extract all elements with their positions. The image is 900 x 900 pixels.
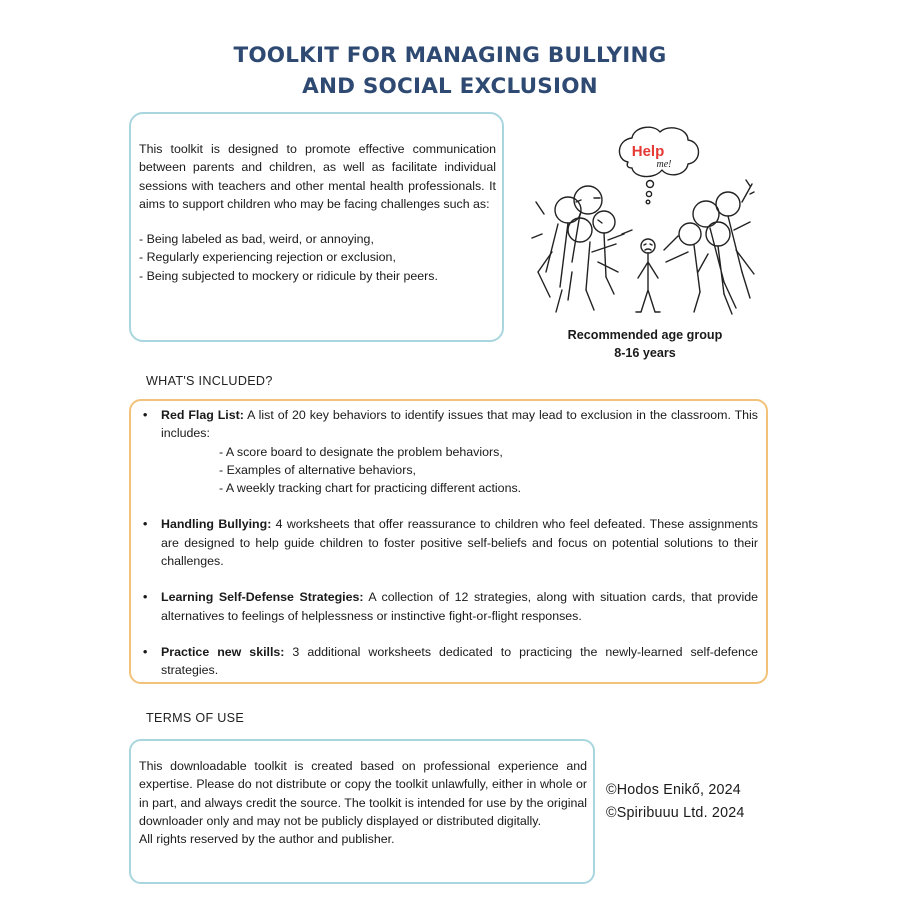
bullet-icon: • bbox=[143, 644, 148, 659]
list-item: - Being subjected to mockery or ridicule by their peers. bbox=[139, 268, 438, 283]
sub-list bbox=[161, 443, 758, 498]
terms-heading: TERMS OF USE bbox=[146, 711, 245, 725]
me-text: me! bbox=[656, 159, 672, 170]
included-heading: WHAT'S INCLUDED? bbox=[146, 374, 273, 388]
list-item bbox=[143, 406, 758, 497]
list-item: - Regularly experiencing rejection or exclusion, bbox=[139, 250, 396, 265]
title-line-1: TOOLKIT FOR MANAGING BULLYING bbox=[233, 43, 667, 69]
item-title: Red Flag List: bbox=[161, 408, 244, 422]
sub-item: - A score board to designate the problem behaviors, bbox=[219, 444, 503, 459]
sub-item: - A weekly tracking chart for practicing different actions. bbox=[219, 481, 522, 496]
challenge-list bbox=[139, 230, 496, 285]
item-title: Handling Bullying: bbox=[161, 517, 272, 532]
intro-text: This toolkit is designed to promote effective communication between parents and children, as well as facilitate individual sessions with teachers and other mental health professionals. It aims to support children who may be facing challenges such as: bbox=[139, 142, 496, 211]
bullet-icon: • bbox=[143, 517, 148, 532]
list-item bbox=[143, 643, 758, 680]
bullying-illustration bbox=[528, 122, 768, 322]
bullet-icon: • bbox=[143, 408, 148, 422]
item-text: 3 additional worksheets dedicated to practicing the newly-learned self-defence strategies. bbox=[161, 644, 758, 678]
age-group-label: Recommended age group bbox=[567, 328, 723, 342]
title-line-2: AND SOCIAL EXCLUSION bbox=[302, 74, 598, 100]
help-text: Help bbox=[631, 143, 665, 160]
list-item bbox=[143, 588, 758, 625]
item-text: 4 worksheets that offer reassurance to children who feel defeated. These assignments are designed to help guide children to foster positive self-beliefs and focus on potential solutions to their challenges. bbox=[161, 517, 758, 569]
copyright-author: ©Hodos Enikő, 2024 bbox=[606, 782, 741, 798]
item-title: Learning Self-Defense Strategies: bbox=[161, 590, 364, 605]
intro-box bbox=[129, 112, 504, 342]
item-text: A collection of 12 strategies, along with situation cards, that provide alternatives to feelings of helplessness or instinctive fight-or-flight responses. bbox=[161, 590, 758, 623]
page-title bbox=[0, 40, 900, 102]
item-text: A list of 20 key behaviors to identify issues that may lead to exclusion in the classroom. This includes: bbox=[161, 408, 758, 441]
list-item: - Being labeled as bad, weird, or annoying, bbox=[139, 232, 374, 247]
bullet-icon: • bbox=[143, 590, 148, 605]
terms-box bbox=[129, 739, 595, 884]
copyright-company: ©Spiribuuu Ltd. 2024 bbox=[606, 805, 745, 821]
age-group bbox=[540, 326, 750, 362]
rights-text: All rights reserved by the author and publisher. bbox=[139, 832, 395, 847]
included-box bbox=[129, 399, 768, 684]
sub-item: - Examples of alternative behaviors, bbox=[219, 462, 416, 477]
item-title: Practice new skills: bbox=[161, 644, 285, 659]
terms-text: This downloadable toolkit is created based on professional experience and expertise. Please do not distribute or copy the toolkit unlawfully, either in whole or in part, and always credit the source. The toolkit is intended for use by the original downloader only and may not be publicly displayed or distributed digitally. bbox=[139, 759, 587, 828]
age-group-value: 8-16 years bbox=[614, 346, 676, 360]
copyright bbox=[606, 779, 745, 825]
list-item bbox=[143, 515, 758, 570]
